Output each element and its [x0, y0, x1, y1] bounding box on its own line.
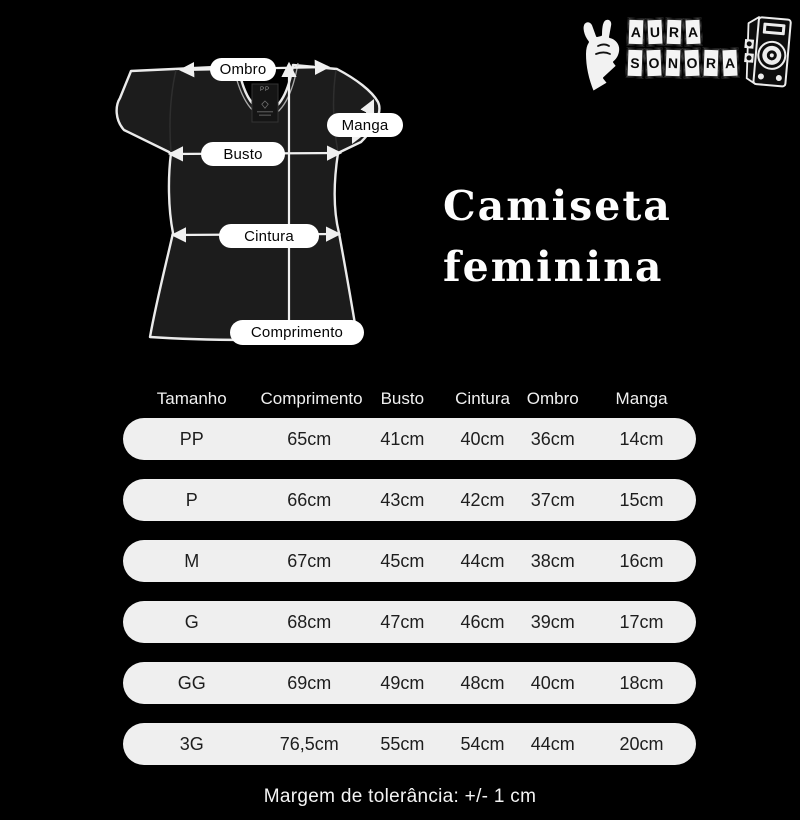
measure-cell: 43cm [380, 489, 425, 510]
neck-tag-size-text: PP [259, 87, 270, 93]
measure-cell: 68cm [287, 611, 332, 632]
manga-label: Manga [327, 113, 403, 137]
measure-cell: 47cm [380, 611, 425, 632]
table-row [123, 540, 696, 582]
measure-cell: 67cm [287, 550, 332, 571]
brand-letter-tile: A [683, 18, 702, 47]
table-row [123, 479, 696, 521]
measure-cell: 40cm [460, 428, 505, 449]
brand-name-line1 [627, 18, 702, 46]
size-cell: GG [177, 672, 206, 693]
measure-cell: 54cm [460, 733, 505, 754]
column-header: Busto [380, 388, 425, 408]
brand-letter-tile: A [627, 18, 646, 47]
measure-cell: 17cm [619, 611, 664, 632]
measure-cell: 42cm [460, 489, 505, 510]
brand-letter-tile: O [682, 48, 701, 79]
brand-logo [574, 12, 796, 96]
measure-cell: 41cm [380, 428, 425, 449]
measure-cell: 37cm [530, 489, 575, 510]
table-body [123, 418, 696, 765]
column-header: Cintura [455, 388, 510, 408]
size-cell: 3G [179, 733, 204, 754]
measure-cell: 48cm [460, 672, 505, 693]
column-header: Comprimento [260, 388, 363, 408]
brand-name-line2 [626, 48, 739, 78]
brand-letter-tile: N [663, 48, 682, 79]
column-header: Manga [615, 388, 668, 408]
speaker-icon [742, 14, 794, 92]
brand-letter-tile: R [701, 48, 720, 79]
table-header-row [123, 388, 696, 409]
cintura-label: Cintura [219, 224, 319, 248]
tshirt-shape [117, 65, 380, 340]
measure-cell: 15cm [619, 489, 664, 510]
size-cell: M [184, 550, 200, 571]
measure-cell: 20cm [619, 733, 664, 754]
busto-label: Busto [201, 142, 285, 166]
measure-cell: 38cm [530, 550, 575, 571]
tolerance-note: Margem de tolerância: +/- 1 cm [263, 786, 537, 807]
brand-letter-tile: A [720, 48, 739, 79]
size-cell: P [185, 489, 198, 510]
measure-cell: 16cm [619, 550, 664, 571]
measure-cell: 36cm [530, 428, 575, 449]
table-row [123, 601, 696, 643]
measure-cell: 69cm [287, 672, 332, 693]
column-header: Tamanho [156, 388, 227, 408]
column-header: Ombro [526, 388, 579, 408]
brand-letter-tile: S [625, 48, 644, 79]
measure-cell: 66cm [287, 489, 332, 510]
measure-cell: 18cm [619, 672, 664, 693]
size-cell: G [184, 611, 199, 632]
product-title-line2: feminina [443, 243, 664, 291]
measure-cell: 40cm [530, 672, 575, 693]
brand-letter-tile: O [644, 48, 663, 79]
measure-cell: 49cm [380, 672, 425, 693]
product-title-line1: Camiseta [443, 182, 672, 230]
size-table [123, 388, 696, 765]
size-cell: PP [179, 428, 204, 449]
table-row [123, 723, 696, 765]
measure-cell: 45cm [380, 550, 425, 571]
product-title [443, 176, 672, 298]
measure-cell: 44cm [460, 550, 505, 571]
brand-letter-tile: R [665, 18, 684, 47]
table-row [123, 418, 696, 460]
measure-cell: 44cm [530, 733, 575, 754]
measure-cell: 46cm [460, 611, 505, 632]
comprimento-label: Comprimento [230, 320, 364, 345]
ombro-label: Ombro [210, 58, 276, 81]
measure-cell: 65cm [287, 428, 332, 449]
rock-hand-icon [576, 16, 626, 94]
measure-cell: 39cm [530, 611, 575, 632]
measure-cell: 76,5cm [279, 733, 339, 754]
brand-letter-tile: U [645, 18, 664, 47]
table-row [123, 662, 696, 704]
measure-cell: 55cm [380, 733, 425, 754]
measure-cell: 14cm [619, 428, 664, 449]
